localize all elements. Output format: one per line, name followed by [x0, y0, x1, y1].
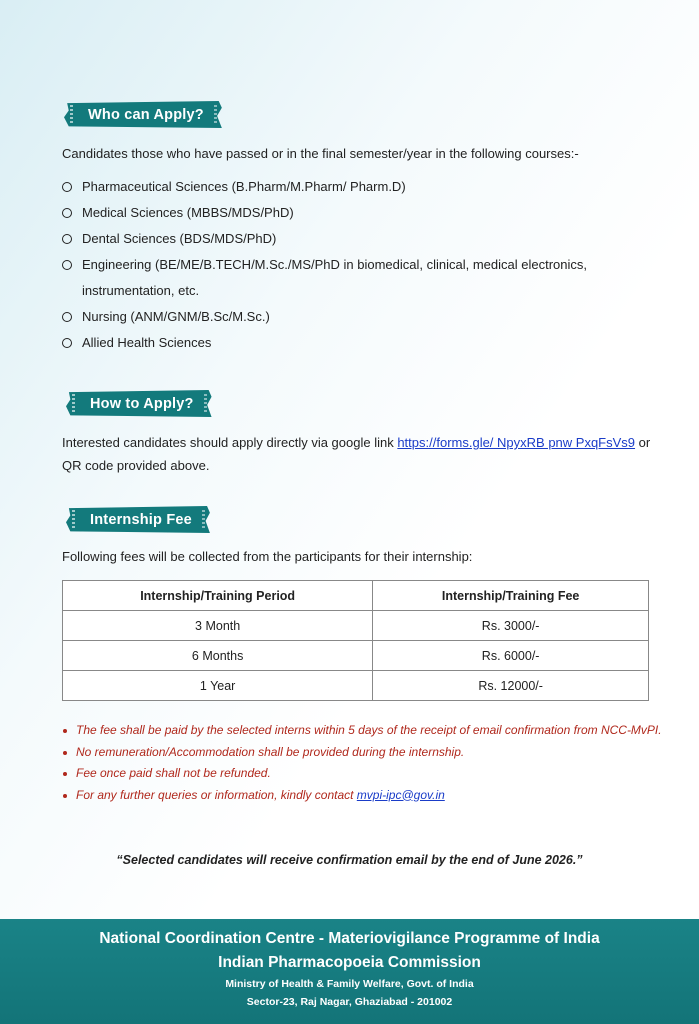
who-intro: Candidates those who have passed or in the final semester/year in the following courses:- — [62, 146, 579, 161]
course-list — [62, 174, 662, 356]
how-to-apply-text: Interested candidates should apply directly via google link https://forms.gle/ NpyxRB pnw PxqFsVs9 or QR code provided above. — [62, 435, 651, 473]
notes-list — [62, 720, 662, 806]
google-form-link[interactable]: https://forms.gle/ NpyxRB pnw PxqFsVs9 — [397, 435, 636, 450]
circle-bullet-icon — [62, 260, 72, 270]
who-can-apply-label: Who can Apply? — [88, 106, 204, 123]
fee-intro: Following fees will be collected from the participants for their internship: — [62, 549, 473, 564]
period-cell: 1 Year — [63, 671, 373, 701]
footer-address: Sector-23, Raj Nagar, Ghaziabad - 201002 — [246, 996, 453, 1008]
who-can-apply-heading — [64, 101, 222, 128]
how-to-apply-heading — [66, 390, 212, 417]
circle-bullet-icon — [62, 312, 72, 322]
list-item: Nursing (ANM/GNM/B.Sc/M.Sc.) — [62, 304, 662, 330]
list-item: No remuneration/Accommodation shall be provided during the internship. — [62, 742, 662, 764]
internship-fee-label: Internship Fee — [90, 511, 192, 528]
list-item: The fee shall be paid by the selected interns within 5 days of the receipt of email confirmation from NCC-MvPI. — [62, 720, 662, 742]
list-item: Fee once paid shall not be refunded. — [62, 763, 662, 785]
circle-bullet-icon — [62, 234, 72, 244]
circle-bullet-icon — [62, 208, 72, 218]
fee-cell: Rs. 3000/- — [373, 611, 649, 641]
table-row — [63, 611, 649, 641]
fee-table — [62, 580, 649, 701]
bullet-dot-icon — [63, 729, 67, 733]
table-row — [63, 671, 649, 701]
table-row — [63, 641, 649, 671]
internship-fee-heading — [66, 506, 210, 533]
bullet-dot-icon — [63, 772, 67, 776]
circle-bullet-icon — [62, 182, 72, 192]
footer-commission: Indian Pharmacopoeia Commission — [218, 954, 481, 971]
column-header-fee: Internship/Training Fee — [373, 581, 649, 611]
footer-ministry: Ministry of Health & Family Welfare, Govt. of India — [225, 978, 474, 990]
contact-email-link[interactable]: mvpi-ipc@gov.in — [356, 787, 445, 802]
list-item: Dental Sciences (BDS/MDS/PhD) — [62, 226, 662, 252]
period-cell: 3 Month — [63, 611, 373, 641]
how-to-apply-label: How to Apply? — [90, 395, 194, 412]
bullet-dot-icon — [63, 794, 67, 798]
footer-org-name: National Coordination Centre - Materiovigilance Programme of India — [99, 930, 600, 947]
fee-cell: Rs. 12000/- — [373, 671, 649, 701]
circle-bullet-icon — [62, 338, 72, 348]
list-item: For any further queries or information, kindly contact mvpi-ipc@gov.in — [62, 785, 662, 807]
list-item: Allied Health Sciences — [62, 330, 662, 356]
footer — [0, 919, 699, 1024]
fee-cell: Rs. 6000/- — [373, 641, 649, 671]
list-item: Engineering (BE/ME/B.TECH/M.Sc./MS/PhD in biomedical, clinical, medical electronics, instrumentation, etc. — [62, 252, 662, 304]
list-item: Pharmaceutical Sciences (B.Pharm/M.Pharm/ Pharm.D) — [62, 174, 662, 200]
period-cell: 6 Months — [63, 641, 373, 671]
column-header-period: Internship/Training Period — [63, 581, 373, 611]
bullet-dot-icon — [63, 751, 67, 755]
confirmation-note: “Selected candidates will receive confirmation email by the end of June 2026.” — [116, 853, 583, 867]
table-header-row — [63, 581, 649, 611]
list-item: Medical Sciences (MBBS/MDS/PhD) — [62, 200, 662, 226]
